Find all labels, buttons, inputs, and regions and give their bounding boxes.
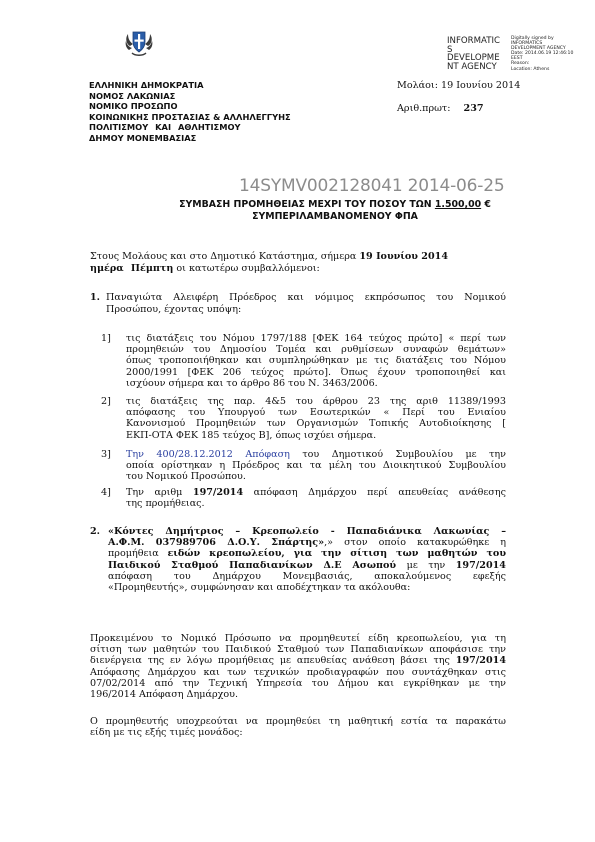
header-line: ΝΟΜΙΚΟ ΠΡΟΣΩΠΟ <box>89 101 178 112</box>
paragraph-line: Ο προμηθευτής υποχρεούται να προμηθεύει τη μαθητική εστία τα παρακάτω <box>90 716 506 727</box>
obligation-paragraph <box>90 716 506 738</box>
issuer-header <box>89 80 349 144</box>
item2-line: τις διατάξεις της παρ. 4&5 του άρθρου 23 της αριθ 11389/1993 <box>126 396 506 407</box>
item1-line: ισχύουν σήμερα και το άρθρο 86 του Ν. 3463/2006. <box>126 377 378 389</box>
party2-line: προμήθεια ειδών κρεοπωλείου, για την σίτιση των μαθητών του <box>108 548 506 560</box>
party2-line: «Προμηθευτής», συμφώνησαν και αποδέχτηκαν τα ακόλουθα: <box>108 582 411 594</box>
paragraph-line: διενέργεια της εν λόγω προμήθειας με απευθείας ανάθεση βάσει της 197/2014 <box>90 655 506 667</box>
header-line: ΚΟΙΝΩΝΙΚΗΣ ΠΡΟΣΤΑΣΙΑΣ & ΑΛΛΗΛΕΓΓΥΗΣ <box>89 111 291 122</box>
intro-line-1: Στους Μολάους και στο Δημοτικό Κατάστημα, σήμερα 19 Ιουνίου 2014 <box>90 251 449 262</box>
item1-line: 2000/1991 [ΦΕΚ 206 τεύχος πρώτο]. Όπως έχουν τροποποιηθεί και <box>126 366 506 378</box>
protocol-line <box>397 103 537 114</box>
item1-line: προμηθειών του Δημοσίου Τομέα και ρυθμίσεων συναφών θεμάτων» <box>126 344 506 356</box>
item1-number: 1] <box>101 333 111 344</box>
party2-line: Παιδικού Σταθμού Παπαδιανίκων Δ.Ε Ασωπού με την 197/2014 <box>108 559 506 571</box>
item3-text <box>126 449 506 483</box>
item2-number: 2] <box>101 396 111 407</box>
intro-day: ημέρα Πέμπτη <box>90 263 174 274</box>
item1-line: όπως τροποποιήθηκαν και συμπληρώθηκαν με τις διατάξεις του Νόμου <box>126 355 506 367</box>
item1-text <box>126 333 506 389</box>
paragraph-line: Απόφασης Δημάρχου και των τεχνικών προδιαγραφών που συντάχθηκαν στις <box>90 666 506 678</box>
item1-line: τις διατάξεις του Νόμου 1797/188 [ΦΕΚ 164 τεύχος πρώτο] « περί των <box>126 333 506 344</box>
party1-line-1: Παναγιώτα Αλειφέρη Πρόεδρος και νόμιμος εκπρόσωπος του Νομικού <box>106 292 506 303</box>
paragraph-line: 07/02/2014 από την Τεχνική Υπηρεσία του Δήμου και εγκρίθηκαν με την <box>90 677 506 689</box>
party2-number: 2. <box>90 526 101 537</box>
signature-agency-name: INFORMATIC S DEVELOPME NT AGENCY <box>447 36 501 73</box>
protocol-number: 237 <box>463 103 484 114</box>
item3-line: οποία ορίστηκαν η Πρόεδρος και τα μέλη του Διοικητικού Συμβουλίου <box>126 460 506 472</box>
party1-line-2: Προσώπου, έχοντας υπόψη: <box>106 304 242 315</box>
item2-line: απόφασης του Υπουργού των Εσωτερικών « Περί του Ενιαίου <box>126 407 506 419</box>
header-line: ΠΟΛΙΤΙΣΜΟΥ ΚΑΙ ΑΘΛΗΤΙΣΜΟΥ <box>89 122 241 133</box>
paragraph-line: 196/2014 Απόφαση Δημάρχου. <box>90 689 239 701</box>
party2-line: απόφαση του Δημάρχου Μονεμβασιάς, αποκαλούμενος εφεξής <box>108 570 506 582</box>
intro-line-2: ημέρα Πέμπτη οι κατωτέρω συμβαλλόμενοι: <box>90 263 320 274</box>
paragraph-line: σίτιση των μαθητών του Παιδικού Σταθμού των Παπαδιανίκων αποφάσισε την <box>90 644 506 656</box>
purpose-paragraph <box>90 633 506 700</box>
signature-details: Digitally signed by INFORMATICS DEVELOPMENT AGENCY Date: 2014.06.19 12:46:10 EEST Reason: Location: Athens <box>511 36 574 72</box>
contract-title <box>165 199 505 222</box>
item2-line: Κανονισμού Προμηθειών των Οργανισμών Τοπικής Αυτοδιοίκησης [ <box>126 418 506 430</box>
document-code: 14SYMV002128041 2014-06-25 <box>239 176 505 196</box>
title-line-1: ΣΥΜΒΑΣΗ ΠΡΟΜΗΘΕΙΑΣ ΜΕΧΡΙ ΤΟΥ ΠΟΣΟΥ ΤΩΝ 1.500,00 € <box>179 199 491 210</box>
item3-line: του Νομικού Προσώπου. <box>126 471 246 483</box>
item3-line: Την 400/28.12.2012 Απόφαση του Δημοτικού Συμβουλίου με την <box>126 449 506 460</box>
item4-line: Την αριθμ 197/2014 απόφαση Δημάρχου περί απευθείας ανάθεσης <box>126 487 506 498</box>
paragraph-line: Προκειμένου το Νομικό Πρόσωπο να προμηθευτεί είδη κρεοπωλείου, για τη <box>90 633 506 644</box>
item4-line: της προμήθειας. <box>126 498 205 510</box>
greek-emblem-logo <box>124 28 154 60</box>
item3-number: 3] <box>101 449 111 460</box>
header-line: ΔΗΜΟΥ ΜΟΝΕΜΒΑΣΙΑΣ <box>89 132 197 143</box>
party1-number: 1. <box>90 292 101 303</box>
item2-text <box>126 396 506 441</box>
party2-line: Α.Φ.Μ. 037989706 Δ.Ο.Υ. Σπάρτης»,» στον οποίο κατακυρώθηκε η <box>108 537 506 549</box>
paragraph-line: είδη με τις εξής τιμές μονάδος: <box>90 727 243 739</box>
item4-text <box>126 487 506 509</box>
document-date: Μολάοι: 19 Ιουνίου 2014 <box>397 80 521 91</box>
header-line: ΕΛΛΗΝΙΚΗ ΔΗΜΟΚΡΑΤΙΑ <box>89 80 204 90</box>
title-line-2: ΣΥΜΠΕΡΙΛΑΜΒΑΝΟΜΕΝΟΥ ΦΠΑ <box>252 210 418 222</box>
item2-line: ΕΚΠ-ΟΤΑ ΦΕΚ 185 τεύχος Β], όπως ισχύει σήμερα. <box>126 429 377 441</box>
supplier-name: «Κόντες Δημήτριος – Κρεοπωλείο - Παπαδιάνικα Λακωνίας – <box>108 526 506 537</box>
intro-date: 19 Ιουνίου 2014 <box>359 251 449 262</box>
header-line: ΝΟΜΟΣ ΛΑΚΩΝΙΑΣ <box>89 90 176 101</box>
council-decision-link[interactable]: Την 400/28.12.2012 Απόφαση <box>126 449 290 460</box>
party2-text <box>108 526 506 593</box>
item4-number: 4] <box>101 487 111 498</box>
contract-amount: 1.500,00 <box>434 199 482 210</box>
protocol-label: Αριθ.πρωτ: <box>397 103 451 114</box>
